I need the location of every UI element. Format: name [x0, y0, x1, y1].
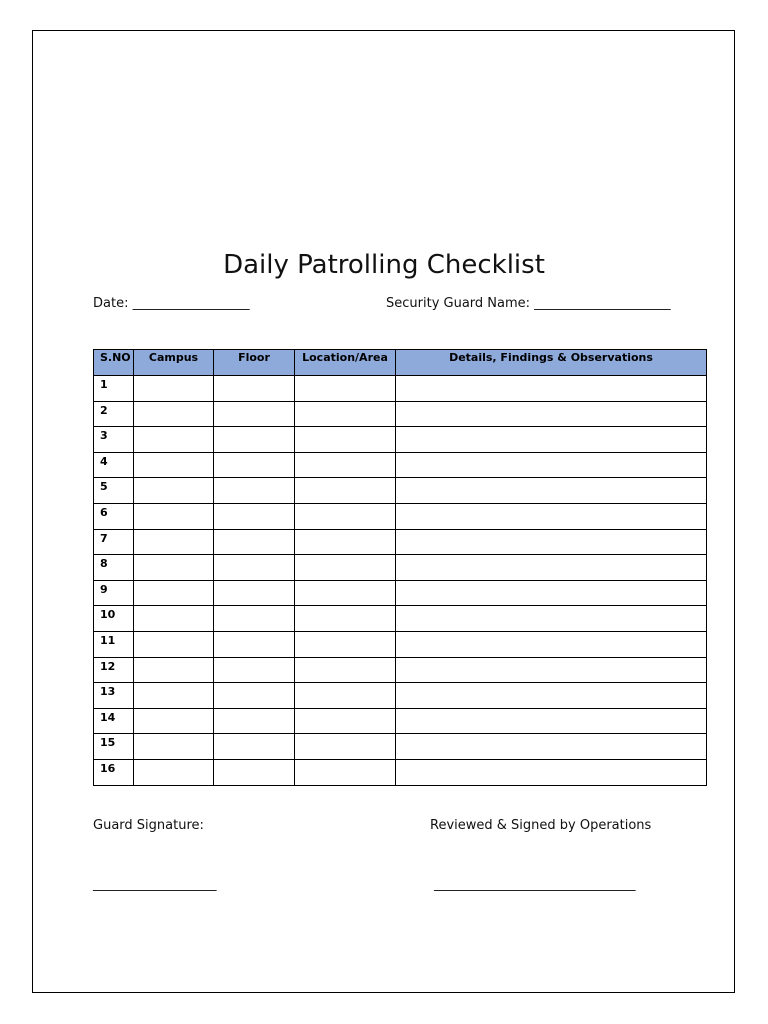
guard-signature-line[interactable]: ___________________	[93, 877, 217, 892]
cell-details[interactable]	[396, 478, 707, 504]
cell-sno: 3	[94, 427, 134, 453]
cell-details[interactable]	[396, 503, 707, 529]
cell-sno: 9	[94, 580, 134, 606]
column-header-sno: S.NO	[94, 350, 134, 376]
page-title: Daily Patrolling Checklist	[223, 250, 545, 280]
cell-location[interactable]	[295, 631, 396, 657]
cell-location[interactable]	[295, 734, 396, 760]
cell-sno: 14	[94, 708, 134, 734]
cell-details[interactable]	[396, 555, 707, 581]
table-row	[94, 734, 707, 760]
cell-location[interactable]	[295, 376, 396, 402]
cell-location[interactable]	[295, 580, 396, 606]
cell-location[interactable]	[295, 606, 396, 632]
table-row	[94, 529, 707, 555]
table-row	[94, 376, 707, 402]
cell-details[interactable]	[396, 708, 707, 734]
cell-floor[interactable]	[214, 529, 295, 555]
cell-details[interactable]	[396, 631, 707, 657]
cell-details[interactable]	[396, 427, 707, 453]
column-header-floor: Floor	[214, 350, 295, 376]
guard-signature-label: Guard Signature:	[93, 818, 204, 833]
cell-sno: 12	[94, 657, 134, 683]
cell-floor[interactable]	[214, 759, 295, 785]
cell-floor[interactable]	[214, 580, 295, 606]
cell-sno: 16	[94, 759, 134, 785]
cell-location[interactable]	[295, 683, 396, 709]
cell-sno: 7	[94, 529, 134, 555]
cell-location[interactable]	[295, 555, 396, 581]
cell-details[interactable]	[396, 580, 707, 606]
cell-campus[interactable]	[134, 708, 214, 734]
table-row	[94, 478, 707, 504]
cell-sno: 15	[94, 734, 134, 760]
cell-floor[interactable]	[214, 631, 295, 657]
cell-sno: 5	[94, 478, 134, 504]
cell-sno: 4	[94, 452, 134, 478]
cell-sno: 8	[94, 555, 134, 581]
cell-campus[interactable]	[134, 606, 214, 632]
cell-sno: 1	[94, 376, 134, 402]
cell-floor[interactable]	[214, 503, 295, 529]
column-header-location: Location/Area	[295, 350, 396, 376]
cell-location[interactable]	[295, 657, 396, 683]
cell-campus[interactable]	[134, 657, 214, 683]
date-field[interactable]: Date: __________________	[93, 296, 250, 311]
cell-campus[interactable]	[134, 401, 214, 427]
cell-floor[interactable]	[214, 708, 295, 734]
cell-floor[interactable]	[214, 478, 295, 504]
cell-sno: 2	[94, 401, 134, 427]
security-guard-name-field[interactable]: Security Guard Name: _____________________	[386, 296, 671, 311]
cell-sno: 6	[94, 503, 134, 529]
cell-campus[interactable]	[134, 376, 214, 402]
table-row	[94, 606, 707, 632]
cell-details[interactable]	[396, 734, 707, 760]
cell-location[interactable]	[295, 503, 396, 529]
cell-sno: 11	[94, 631, 134, 657]
table-header-row	[94, 350, 707, 376]
table-row	[94, 427, 707, 453]
cell-campus[interactable]	[134, 759, 214, 785]
cell-floor[interactable]	[214, 683, 295, 709]
cell-campus[interactable]	[134, 631, 214, 657]
table-row	[94, 555, 707, 581]
cell-details[interactable]	[396, 657, 707, 683]
cell-location[interactable]	[295, 427, 396, 453]
cell-floor[interactable]	[214, 427, 295, 453]
cell-campus[interactable]	[134, 503, 214, 529]
cell-floor[interactable]	[214, 657, 295, 683]
patrol-checklist-table	[93, 349, 707, 786]
table-row	[94, 683, 707, 709]
table-body	[94, 376, 707, 786]
cell-campus[interactable]	[134, 529, 214, 555]
cell-floor[interactable]	[214, 606, 295, 632]
reviewed-signature-line[interactable]: _______________________________	[434, 877, 636, 892]
cell-campus[interactable]	[134, 683, 214, 709]
cell-campus[interactable]	[134, 427, 214, 453]
column-header-details: Details, Findings & Observations	[396, 350, 707, 376]
column-header-campus: Campus	[134, 350, 214, 376]
table-row	[94, 631, 707, 657]
cell-floor[interactable]	[214, 734, 295, 760]
cell-details[interactable]	[396, 759, 707, 785]
table-row	[94, 452, 707, 478]
cell-location[interactable]	[295, 759, 396, 785]
table-row	[94, 657, 707, 683]
cell-location[interactable]	[295, 452, 396, 478]
table-row	[94, 580, 707, 606]
cell-campus[interactable]	[134, 734, 214, 760]
cell-campus[interactable]	[134, 580, 214, 606]
table-row	[94, 401, 707, 427]
cell-floor[interactable]	[214, 401, 295, 427]
cell-floor[interactable]	[214, 452, 295, 478]
table-row	[94, 503, 707, 529]
table-row	[94, 759, 707, 785]
cell-details[interactable]	[396, 376, 707, 402]
cell-details[interactable]	[396, 606, 707, 632]
cell-details[interactable]	[396, 452, 707, 478]
table-row	[94, 708, 707, 734]
cell-campus[interactable]	[134, 478, 214, 504]
cell-sno: 10	[94, 606, 134, 632]
cell-location[interactable]	[295, 708, 396, 734]
cell-location[interactable]	[295, 401, 396, 427]
cell-sno: 13	[94, 683, 134, 709]
reviewed-signed-label: Reviewed & Signed by Operations	[430, 818, 652, 833]
cell-details[interactable]	[396, 401, 707, 427]
cell-location[interactable]	[295, 478, 396, 504]
cell-details[interactable]	[396, 529, 707, 555]
cell-campus[interactable]	[134, 452, 214, 478]
cell-floor[interactable]	[214, 376, 295, 402]
cell-floor[interactable]	[214, 555, 295, 581]
cell-campus[interactable]	[134, 555, 214, 581]
cell-location[interactable]	[295, 529, 396, 555]
cell-details[interactable]	[396, 683, 707, 709]
